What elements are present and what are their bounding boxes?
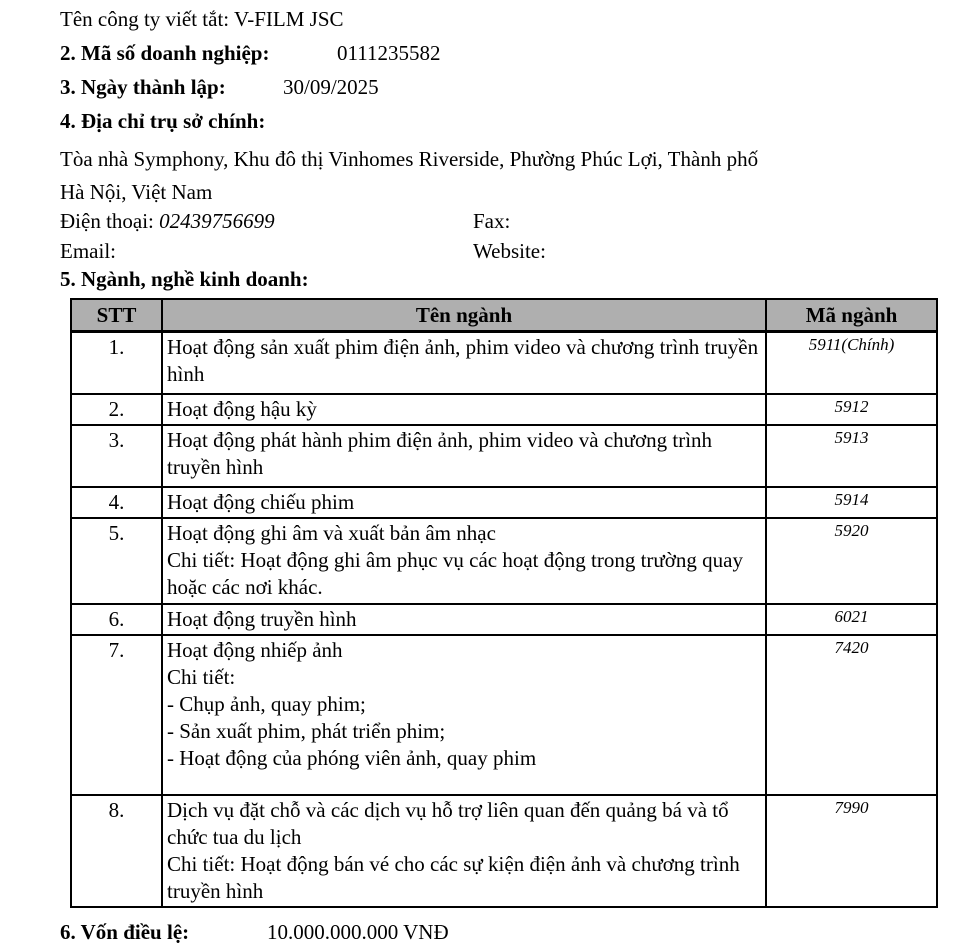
table-row <box>71 425 937 487</box>
founding-date-label: 3. Ngày thành lập: <box>60 75 226 99</box>
address-heading: 4. Địa chỉ trụ sở chính: <box>60 109 266 133</box>
row-name <box>162 635 766 795</box>
row-name-line: Hoạt động truyền hình <box>167 607 357 631</box>
header-ten-nganh: Tên ngành <box>162 299 766 332</box>
row-name-line: Chi tiết: Hoạt động ghi âm phục vụ các hoạt động trong trường quay hoặc các nơi khác. <box>167 548 743 599</box>
email-website-row <box>60 237 922 265</box>
row-name <box>162 795 766 907</box>
business-table-body <box>71 332 937 908</box>
fax-label: Fax: <box>473 209 511 233</box>
table-header-row <box>71 299 937 332</box>
table-head <box>71 299 937 332</box>
row-name-line: Hoạt động nhiếp ảnh <box>167 638 343 662</box>
table-row <box>71 795 937 907</box>
capital-label: 6. Vốn điều lệ: <box>60 920 190 944</box>
row-name-line: - Hoạt động của phóng viên ảnh, quay phim <box>167 746 537 770</box>
table-row <box>71 332 937 395</box>
row-stt: 3. <box>71 425 162 487</box>
address-heading-row <box>60 107 922 135</box>
table-row <box>71 635 937 795</box>
row-name-line: Hoạt động ghi âm và xuất bản âm nhạc <box>167 521 496 545</box>
row-stt: 2. <box>71 394 162 425</box>
row-code: 5911(Chính) <box>766 332 937 395</box>
row-code: 5914 <box>766 487 937 518</box>
row-code: 5913 <box>766 425 937 487</box>
row-name-line: Hoạt động sản xuất phim điện ảnh, phim video và chương trình truyền hình <box>167 335 759 386</box>
header-stt: STT <box>71 299 162 332</box>
company-short-name-row <box>60 5 922 33</box>
capital-value: 10.000.000.000 VNĐ <box>267 920 449 944</box>
address-block <box>60 143 922 209</box>
row-name <box>162 487 766 518</box>
company-short-name-label: Tên công ty viết tắt: <box>60 7 230 31</box>
row-code: 5920 <box>766 518 937 604</box>
row-name-line: Hoạt động phát hành phim điện ảnh, phim video và chương trình truyền hình <box>167 428 713 479</box>
tax-code-value: 0111235582 <box>337 41 441 65</box>
address-line-1: Tòa nhà Symphony, Khu đô thị Vinhomes Riverside, Phường Phúc Lợi, Thành phố <box>60 147 759 171</box>
row-name-line: - Sản xuất phim, phát triển phim; <box>167 719 446 743</box>
tax-code-row <box>60 39 922 67</box>
company-short-name-value: V-FILM JSC <box>234 7 344 31</box>
phone-fax-row <box>60 207 922 235</box>
row-name <box>162 425 766 487</box>
row-code: 7990 <box>766 795 937 907</box>
table-row <box>71 604 937 635</box>
table-row <box>71 394 937 425</box>
row-stt: 1. <box>71 332 162 395</box>
founding-date-row <box>60 73 922 101</box>
founding-date-value: 30/09/2025 <box>283 75 379 99</box>
row-name <box>162 332 766 395</box>
row-stt: 4. <box>71 487 162 518</box>
row-stt: 6. <box>71 604 162 635</box>
address-line-2: Hà Nội, Việt Nam <box>60 180 213 204</box>
row-name-line: Hoạt động chiếu phim <box>167 490 355 514</box>
row-stt: 8. <box>71 795 162 907</box>
business-lines-table <box>70 298 938 908</box>
row-name-line: Hoạt động hậu kỳ <box>167 397 317 421</box>
row-name <box>162 394 766 425</box>
business-heading: 5. Ngành, nghề kinh doanh: <box>60 267 309 291</box>
row-code: 5912 <box>766 394 937 425</box>
business-heading-row <box>60 265 922 293</box>
phone-label: Điện thoại: <box>60 209 154 233</box>
row-stt: 5. <box>71 518 162 604</box>
row-name <box>162 604 766 635</box>
header-ma-nganh: Mã ngành <box>766 299 937 332</box>
capital-row <box>60 918 922 946</box>
row-name-line: Chi tiết: <box>167 665 236 689</box>
row-name-line: Chi tiết: Hoạt động bán vé cho các sự kiện điện ảnh và chương trình truyền hình <box>167 852 740 903</box>
row-code: 6021 <box>766 604 937 635</box>
row-code: 7420 <box>766 635 937 795</box>
table-row <box>71 518 937 604</box>
phone-value: 02439756699 <box>159 209 275 233</box>
row-name <box>162 518 766 604</box>
email-label: Email: <box>60 239 116 263</box>
website-label: Website: <box>473 239 546 263</box>
row-name-line: - Chụp ảnh, quay phim; <box>167 692 366 716</box>
row-stt: 7. <box>71 635 162 795</box>
tax-code-label: 2. Mã số doanh nghiệp: <box>60 41 270 65</box>
table-row <box>71 487 937 518</box>
row-name-line: Dịch vụ đặt chỗ và các dịch vụ hỗ trợ liên quan đến quảng bá và tổ chức tua du lịch <box>167 798 729 849</box>
